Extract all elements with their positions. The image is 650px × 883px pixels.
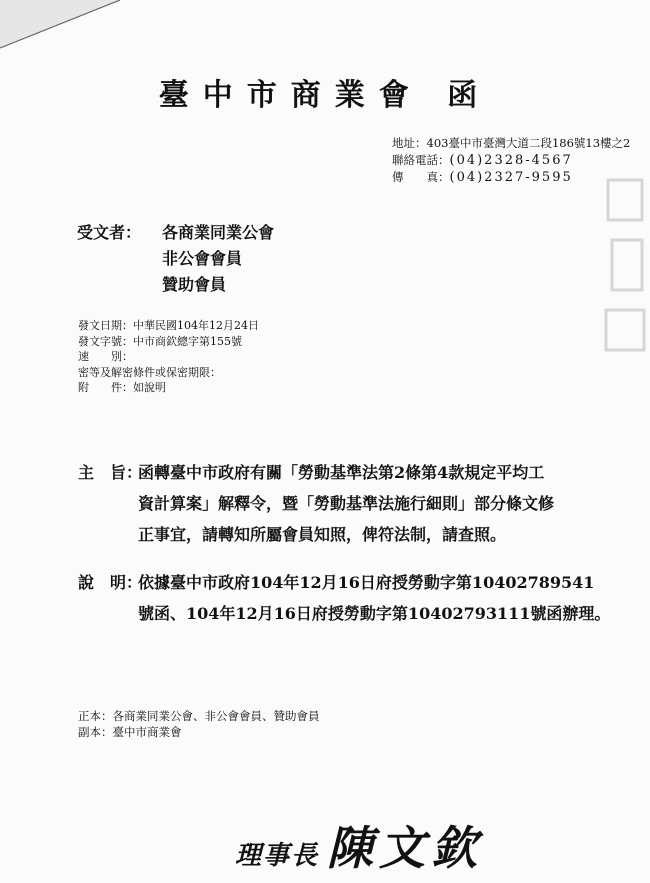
subject-line: 資計算案」解釋令，暨「勞動基準法施行細則」部分條文修	[138, 494, 555, 513]
recipients-block	[77, 220, 274, 298]
fax-line	[392, 169, 630, 186]
subject-section	[78, 460, 554, 553]
fax-label: 傳 真：	[392, 170, 450, 184]
issue-date: 發文日期：中華民國104年12月24日	[78, 319, 259, 332]
recipients-label: 受文者：	[77, 223, 142, 242]
recipient-row	[77, 272, 274, 298]
reference-number: 發文字號：中市商欽總字第155號	[78, 334, 242, 348]
signature-name: 陳文欽	[327, 821, 484, 875]
bleed-through-marks	[600, 170, 650, 360]
explanation-line: 號函、104年12月16日府授勞動字第10402793111號函辦理。	[138, 604, 611, 623]
document-meta	[78, 318, 259, 396]
recipient-row	[77, 220, 274, 246]
subject-line: 函轉臺中市政府有關「勞動基準法第2條第4款規定平均工	[138, 463, 545, 482]
address-line	[392, 135, 630, 152]
document-title: 臺中市商業會 函	[158, 78, 492, 113]
explanation-line: 依據臺中市政府104年12月16日府授勞動字第10402789541	[138, 573, 595, 592]
explanation-label: 說 明：	[78, 573, 143, 592]
explanation-section	[78, 570, 610, 632]
recipient-item: 非公會會員	[162, 249, 243, 268]
attachments: 附 件：如說明	[78, 381, 166, 394]
signature-title: 理事長	[235, 841, 320, 871]
phone-line	[392, 152, 630, 169]
subject-label: 主 旨：	[78, 463, 143, 482]
phone-label: 聯絡電話：	[392, 153, 450, 167]
delivery-speed: 速 別：	[78, 350, 133, 363]
main-copy: 正本：各商業同業公會、非公會會員、贊助會員	[78, 709, 320, 723]
recipient-item: 贊助會員	[162, 275, 227, 294]
recipient-row	[77, 246, 274, 272]
paper-fold-corner	[0, 0, 130, 60]
copies-block	[78, 708, 320, 740]
chairman-signature	[235, 812, 483, 878]
subject-line: 正事宜，請轉知所屬會員知照，俾符法制，請查照。	[138, 525, 507, 544]
contact-block	[392, 135, 630, 186]
fax-value: (04)2327-9595	[449, 170, 573, 185]
phone-value: (04)2328-4567	[449, 153, 573, 168]
address-label: 地址：	[392, 136, 427, 150]
secrecy-level: 密等及解密條件或保密期限：	[78, 365, 221, 379]
carbon-copy: 副本：臺中市商業會	[78, 725, 182, 739]
recipient-item: 各商業同業公會	[162, 223, 275, 242]
address-value: 403臺中市臺灣大道二段186號13樓之2	[426, 136, 631, 150]
